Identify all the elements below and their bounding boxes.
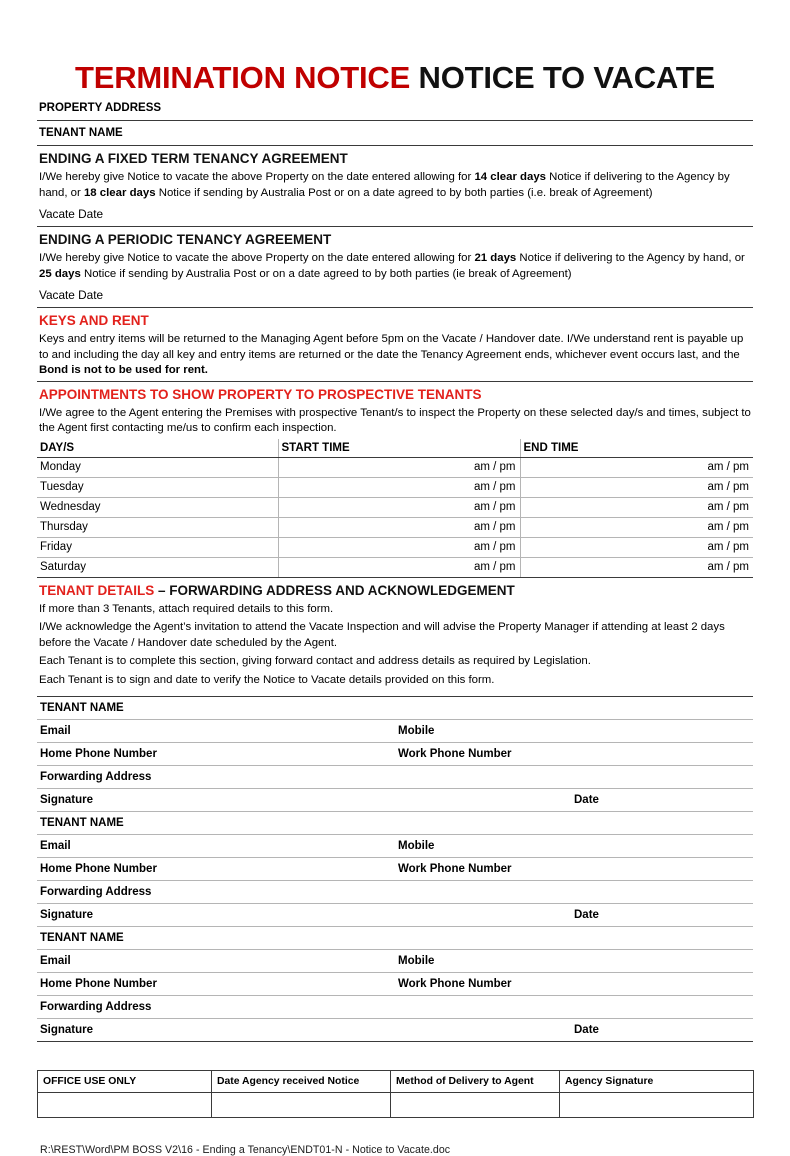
- tenant-2-forwarding-address-label: Forwarding Address: [40, 886, 152, 898]
- office-date-received-label: Date Agency received Notice: [212, 1071, 391, 1093]
- table-row[interactable]: [37, 557, 753, 577]
- appointment-start-time-field[interactable]: am / pm: [278, 477, 520, 497]
- tenant-field-row[interactable]: [37, 720, 753, 743]
- tenant-field-row[interactable]: [37, 973, 753, 996]
- tenant-1-home-phone-label: Home Phone Number: [40, 748, 157, 760]
- fixed-term-text-3: Notice if sending by Australia Post or on a date agreed to by both parties (i.e. break of Agreement): [155, 186, 653, 199]
- appointment-end-time-field[interactable]: am / pm: [520, 517, 753, 537]
- appointment-start-time-field[interactable]: am / pm: [278, 537, 520, 557]
- tenant-field-row[interactable]: [37, 766, 753, 789]
- table-row[interactable]: [37, 457, 753, 477]
- tenant-field-row[interactable]: [37, 789, 753, 812]
- office-date-received-field[interactable]: [212, 1093, 391, 1118]
- appointment-day-label: Saturday: [37, 557, 278, 577]
- column-header-end-time: END TIME: [520, 439, 753, 458]
- heading-periodic: ENDING A PERIODIC TENANCY AGREEMENT: [39, 232, 332, 247]
- tenant-1-forwarding-address-label: Forwarding Address: [40, 771, 152, 783]
- page-title-black: NOTICE TO VACATE: [418, 60, 715, 95]
- appointment-end-time-field[interactable]: am / pm: [520, 537, 753, 557]
- tenant-2-home-phone-label: Home Phone Number: [40, 863, 157, 875]
- tenant-3-date-label: Date: [574, 1024, 599, 1036]
- tenant-2-email-label: Email: [40, 840, 71, 852]
- tenant-1-email-label: Email: [40, 725, 71, 737]
- heading-tenant-details: [37, 578, 753, 601]
- appointment-day-label: Friday: [37, 537, 278, 557]
- office-method-delivery-label: Method of Delivery to Agent: [391, 1071, 560, 1093]
- tenant-1-mobile-label: Mobile: [398, 725, 435, 737]
- office-use-only-label: OFFICE USE ONLY: [38, 1071, 212, 1093]
- tenant-field-row[interactable]: [37, 696, 753, 720]
- tenant-3-home-phone-label: Home Phone Number: [40, 978, 157, 990]
- appointment-end-time-field[interactable]: am / pm: [520, 477, 753, 497]
- table-row[interactable]: [37, 537, 753, 557]
- vacate-date-label-fixed: Vacate Date: [39, 207, 104, 221]
- fixed-term-bold-1: 14 clear days: [474, 171, 547, 183]
- appointment-day-label: Monday: [37, 457, 278, 477]
- tenant-3-email-label: Email: [40, 955, 71, 967]
- tenant-field-row[interactable]: [37, 996, 753, 1019]
- tenant-name-label-top: TENANT NAME: [39, 127, 123, 139]
- tenant-field-row[interactable]: [37, 950, 753, 973]
- tenant-field-row[interactable]: [37, 904, 753, 927]
- appointment-end-time-field[interactable]: am / pm: [520, 497, 753, 517]
- tenant-details-heading-black: – FORWARDING ADDRESS AND ACKNOWLEDGEMENT: [154, 582, 515, 598]
- page-title-red: TERMINATION NOTICE: [75, 60, 411, 95]
- office-use-entry-row[interactable]: [38, 1093, 754, 1118]
- tenant-3-work-phone-label: Work Phone Number: [398, 978, 512, 990]
- paragraph-periodic: [37, 250, 753, 284]
- tenant-field-row[interactable]: [37, 812, 753, 835]
- keys-bold-1: Bond is not to be used for rent.: [39, 364, 208, 376]
- keys-text-1: Keys and entry items will be returned to the Managing Agent before 5pm on the Vacate / Handover date. I/We understand rent is payable up to and including the day all key and entry items are returned or the date the Tenancy Agreement ends, whichever event occurs last, and the: [39, 333, 744, 361]
- column-header-start-time: START TIME: [278, 439, 520, 458]
- tenant-2-date-label: Date: [574, 909, 599, 921]
- paragraph-fixed-term: [37, 169, 753, 203]
- periodic-text-3: Notice if sending by Australia Post or on a date agreed to by both parties (ie break of Agreement): [80, 267, 572, 280]
- heading-appointments: APPOINTMENTS TO SHOW PROPERTY TO PROSPECTIVE TENANTS: [39, 386, 482, 402]
- fixed-term-text-2: Notice if delivering to the Agency by hand, or: [39, 171, 730, 199]
- tenant-1-work-phone-label: Work Phone Number: [398, 748, 512, 760]
- paragraph-keys-and-rent: [37, 331, 753, 381]
- periodic-text-2: Notice if delivering to the Agency by hand, or: [516, 252, 745, 264]
- appointment-start-time-field[interactable]: am / pm: [278, 457, 520, 477]
- tenant-3-mobile-label: Mobile: [398, 955, 435, 967]
- property-address-label: PROPERTY ADDRESS: [39, 102, 162, 114]
- tenant-1-date-label: Date: [574, 794, 599, 806]
- periodic-text-1: I/We hereby give Notice to vacate the above Property on the date entered allowing for: [39, 252, 475, 264]
- tenant-3-signature-label: Signature: [40, 1024, 94, 1036]
- appointment-end-time-field[interactable]: am / pm: [520, 457, 753, 477]
- appointment-start-time-field[interactable]: am / pm: [278, 497, 520, 517]
- table-row[interactable]: [37, 477, 753, 497]
- page-title: [37, 0, 753, 96]
- tenant-field-row[interactable]: [37, 858, 753, 881]
- vacate-date-label-periodic: Vacate Date: [39, 288, 104, 302]
- tenant-details-line-1: If more than 3 Tenants, attach required details to this form.: [39, 602, 334, 615]
- office-agency-signature-label: Agency Signature: [560, 1071, 754, 1093]
- tenant-field-row[interactable]: [37, 835, 753, 858]
- tenant-details-line-2: I/We acknowledge the Agent’s invitation to attend the Vacate Inspection and will advise the Property Manager if attending at least 2 days before the Vacate / Handover date scheduled by the Agent.: [39, 621, 725, 649]
- office-use-table: [37, 1070, 754, 1118]
- appointment-start-time-field[interactable]: am / pm: [278, 517, 520, 537]
- column-header-days: DAY/S: [37, 439, 278, 458]
- appointments-header-row: [37, 439, 753, 458]
- tenant-2-work-phone-label: Work Phone Number: [398, 863, 512, 875]
- appointment-day-label: Wednesday: [37, 497, 278, 517]
- appointments-table: [37, 439, 753, 578]
- tenant-3-forwarding-address-label: Forwarding Address: [40, 1001, 152, 1013]
- tenant-field-row[interactable]: [37, 1019, 753, 1042]
- office-use-only-field[interactable]: [38, 1093, 212, 1118]
- periodic-bold-1: 21 days: [474, 252, 517, 264]
- tenant-3-name-label: TENANT NAME: [40, 932, 124, 944]
- heading-fixed-term: ENDING A FIXED TERM TENANCY AGREEMENT: [39, 151, 348, 166]
- tenant-details-heading-red: TENANT DETAILS: [39, 582, 155, 598]
- tenant-field-row[interactable]: [37, 881, 753, 904]
- office-method-delivery-field[interactable]: [391, 1093, 560, 1118]
- appointment-day-label: Thursday: [37, 517, 278, 537]
- table-row[interactable]: [37, 497, 753, 517]
- office-agency-signature-field[interactable]: [560, 1093, 754, 1118]
- tenant-1-name-label: TENANT NAME: [40, 702, 124, 714]
- fixed-term-bold-2: 18 clear days: [83, 186, 156, 199]
- appointments-body: [37, 457, 753, 577]
- tenant-detail-blocks: [37, 696, 753, 1042]
- tenant-2-mobile-label: Mobile: [398, 840, 435, 852]
- tenant-field-row[interactable]: [37, 743, 753, 766]
- appointment-day-label: Tuesday: [37, 477, 278, 497]
- office-use-header-row: [38, 1071, 754, 1093]
- tenant-details-line-4: Each Tenant is to sign and date to verify the Notice to Vacate details provided on this form.: [39, 673, 495, 686]
- heading-keys-and-rent: KEYS AND RENT: [39, 313, 149, 328]
- tenant-2-signature-label: Signature: [40, 909, 94, 921]
- periodic-bold-2: 25 days: [39, 267, 81, 280]
- fixed-term-text-1: I/We hereby give Notice to vacate the above Property on the date entered allowing for: [39, 171, 475, 183]
- appointment-end-time-field[interactable]: am / pm: [520, 557, 753, 577]
- tenant-details-line-3: Each Tenant is to complete this section, giving forward contact and address details as required by Legislation.: [39, 655, 591, 667]
- footer-file-path: R:\REST\Word\PM BOSS V2\16 - Ending a Tenancy\ENDT01-N - Notice to Vacate.doc: [40, 1144, 451, 1156]
- paragraph-appointments: I/We agree to the Agent entering the Premises with prospective Tenant/s to inspect the Property on these selected day/s and times, subject to the Agent first contacting me/us to confirm each inspection.: [39, 406, 751, 434]
- tenant-1-signature-label: Signature: [40, 794, 94, 806]
- tenant-2-name-label: TENANT NAME: [40, 817, 124, 829]
- appointment-start-time-field[interactable]: am / pm: [278, 557, 520, 577]
- table-row[interactable]: [37, 517, 753, 537]
- tenant-field-row[interactable]: [37, 927, 753, 950]
